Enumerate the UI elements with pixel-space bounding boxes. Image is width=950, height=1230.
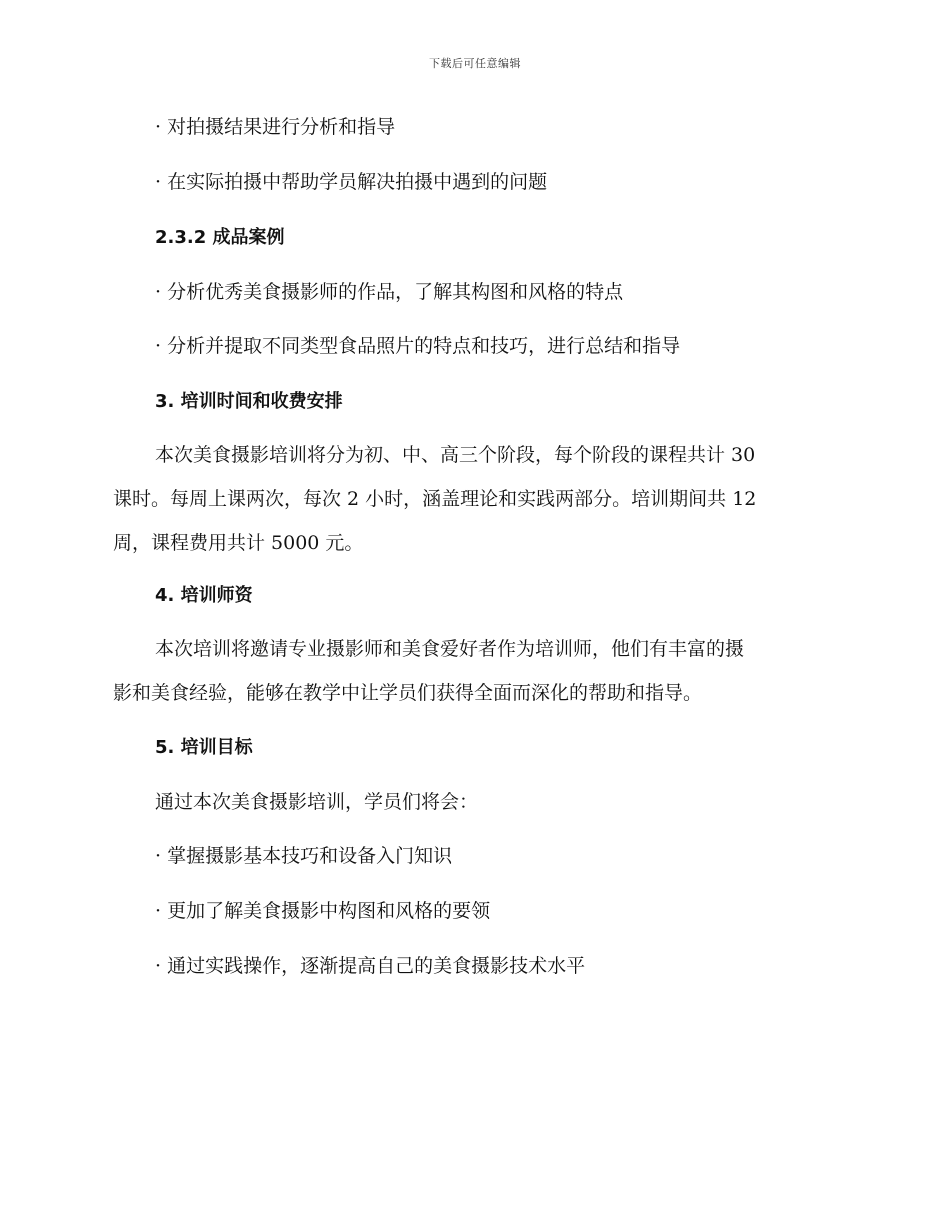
bullet-basic-skills: · 掌握摄影基本技巧和设备入门知识 xyxy=(155,845,453,867)
bullet-analyze-works: · 分析优秀美食摄影师的作品，了解其构图和风格的特点 xyxy=(155,281,624,303)
bullet-extract-features: · 分析并提取不同类型食品照片的特点和技巧，进行总结和指导 xyxy=(155,335,681,357)
page-header: 下载后可任意编辑 xyxy=(429,57,521,70)
bullet-analysis-guidance: · 对拍摄结果进行分析和指导 xyxy=(155,116,396,138)
section-heading-4: 4. 培训师资 xyxy=(155,585,253,606)
paragraph-line: 课时。每周上课两次，每次 2 小时，涵盖理论和实践两部分。培训期间共 12 xyxy=(113,488,757,510)
paragraph-line: 周，课程费用共计 5000 元。 xyxy=(113,532,364,554)
bullet-improve-level: · 通过实践操作，逐渐提高自己的美食摄影技术水平 xyxy=(155,955,586,977)
paragraph-line: 本次培训将邀请专业摄影师和美食爱好者作为培训师，他们有丰富的摄 xyxy=(155,638,745,660)
section-heading-3: 3. 培训时间和收费安排 xyxy=(155,391,343,412)
paragraph-schedule-fees xyxy=(113,433,833,565)
paragraph-line: 影和美食经验，能够在教学中让学员们获得全面而深化的帮助和指导。 xyxy=(113,682,703,704)
paragraph-line: 本次美食摄影培训将分为初、中、高三个阶段，每个阶段的课程共计 30 xyxy=(155,444,756,466)
bullet-solve-problems: · 在实际拍摄中帮助学员解决拍摄中遇到的问题 xyxy=(155,171,548,193)
bullet-composition-style: · 更加了解美食摄影中构图和风格的要领 xyxy=(155,900,491,922)
paragraph-goals-intro: 通过本次美食摄影培训，学员们将会： xyxy=(155,791,479,813)
section-heading-5: 5. 培训目标 xyxy=(155,737,253,758)
paragraph-trainers xyxy=(113,627,833,715)
section-heading-2-3-2: 2.3.2 成品案例 xyxy=(155,227,285,248)
